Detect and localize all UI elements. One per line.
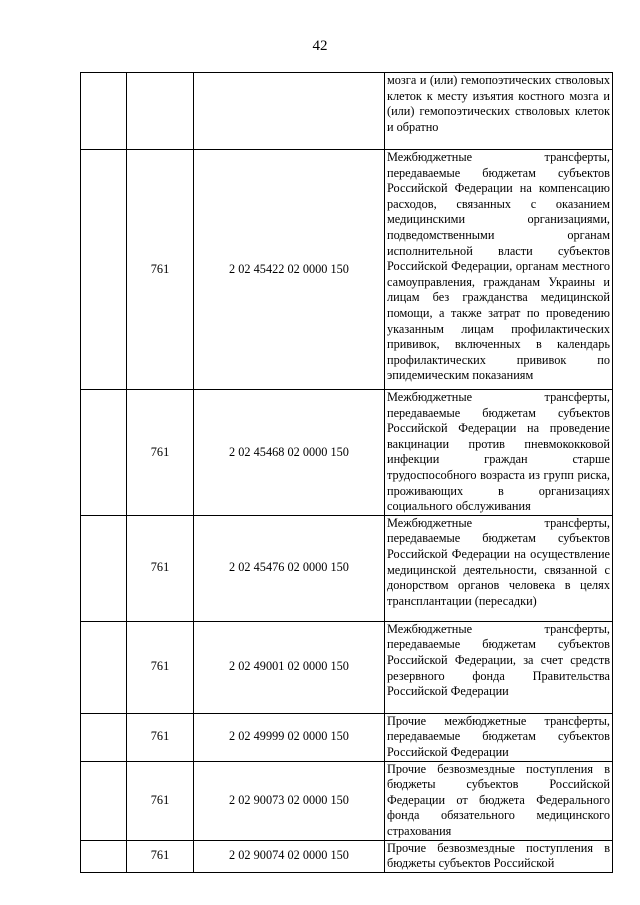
table-row <box>81 390 613 516</box>
table-cell-budget-code: 2 02 49999 02 0000 150 <box>194 713 385 761</box>
table-cell-empty <box>81 713 127 761</box>
table-cell-admin-code: 761 <box>127 621 194 713</box>
table-cell-revenue-name: Межбюджетные трансферты, передаваемые бюджетам субъектов Российской Федерации, за счет средств резервного фонда Правительства Российской Федерации <box>385 621 613 713</box>
table-cell-empty <box>81 73 127 150</box>
table-cell-admin-code <box>127 73 194 150</box>
table-cell-empty <box>81 840 127 872</box>
table-row <box>81 713 613 761</box>
table-cell-revenue-name: Межбюджетные трансферты, передаваемые бюджетам субъектов Российской Федерации на компенсацию расходов, связанных с оказанием медицинскими организациями, подведомственными органам исполнительной власти субъектов Российской Федерации, органам местного самоуправления, гражданам Украины и лицам без гражданства медицинской помощи, а также затрат по проведению указанным лицам профилактических прививок, включенных в календарь профилактических прививок по эпидемическим показаниям <box>385 150 613 390</box>
table-cell-revenue-name: Межбюджетные трансферты, передаваемые бюджетам субъектов Российской Федерации на осуществление медицинской деятельности, связанной с донорством органов человека в целях трансплантации (пересадки) <box>385 515 613 621</box>
table-cell-budget-code: 2 02 45422 02 0000 150 <box>194 150 385 390</box>
table-cell-budget-code: 2 02 45468 02 0000 150 <box>194 390 385 516</box>
table-row <box>81 73 613 150</box>
table-cell-budget-code: 2 02 90073 02 0000 150 <box>194 761 385 840</box>
budget-revenue-table <box>80 72 613 873</box>
table-cell-empty <box>81 515 127 621</box>
table-row <box>81 150 613 390</box>
table-cell-budget-code: 2 02 90074 02 0000 150 <box>194 840 385 872</box>
table-row <box>81 840 613 872</box>
page-number: 42 <box>312 38 328 54</box>
table-cell-budget-code <box>194 73 385 150</box>
table-cell-empty <box>81 761 127 840</box>
table-cell-revenue-name: Прочие безвозмездные поступления в бюджеты субъектов Российской Федерации от бюджета Федерального фонда обязательного медицинского страхования <box>385 761 613 840</box>
table-cell-admin-code: 761 <box>127 150 194 390</box>
table-cell-budget-code: 2 02 49001 02 0000 150 <box>194 621 385 713</box>
table-cell-revenue-name: мозга и (или) гемопоэтических стволовых клеток к месту изъятия костного мозга и (или) гемопоэтических стволовых клеток и обратно <box>385 73 613 150</box>
table-cell-admin-code: 761 <box>127 761 194 840</box>
table-cell-revenue-name: Межбюджетные трансферты, передаваемые бюджетам субъектов Российской Федерации на проведение вакцинации против пневмококковой инфекции граждан старше трудоспособного возраста из групп риска, проживающих в организациях социального обслуживания <box>385 390 613 516</box>
table-cell-empty <box>81 150 127 390</box>
table-cell-revenue-name: Прочие межбюджетные трансферты, передаваемые бюджетам субъектов Российской Федерации <box>385 713 613 761</box>
table-cell-admin-code: 761 <box>127 840 194 872</box>
table-cell-admin-code: 761 <box>127 390 194 516</box>
table-row <box>81 761 613 840</box>
table-cell-empty <box>81 390 127 516</box>
table-cell-empty <box>81 621 127 713</box>
table-cell-revenue-name: Прочие безвозмездные поступления в бюджеты субъектов Российской <box>385 840 613 872</box>
table-row <box>81 515 613 621</box>
table-row <box>81 621 613 713</box>
table-cell-admin-code: 761 <box>127 515 194 621</box>
table-cell-budget-code: 2 02 45476 02 0000 150 <box>194 515 385 621</box>
table-cell-admin-code: 761 <box>127 713 194 761</box>
